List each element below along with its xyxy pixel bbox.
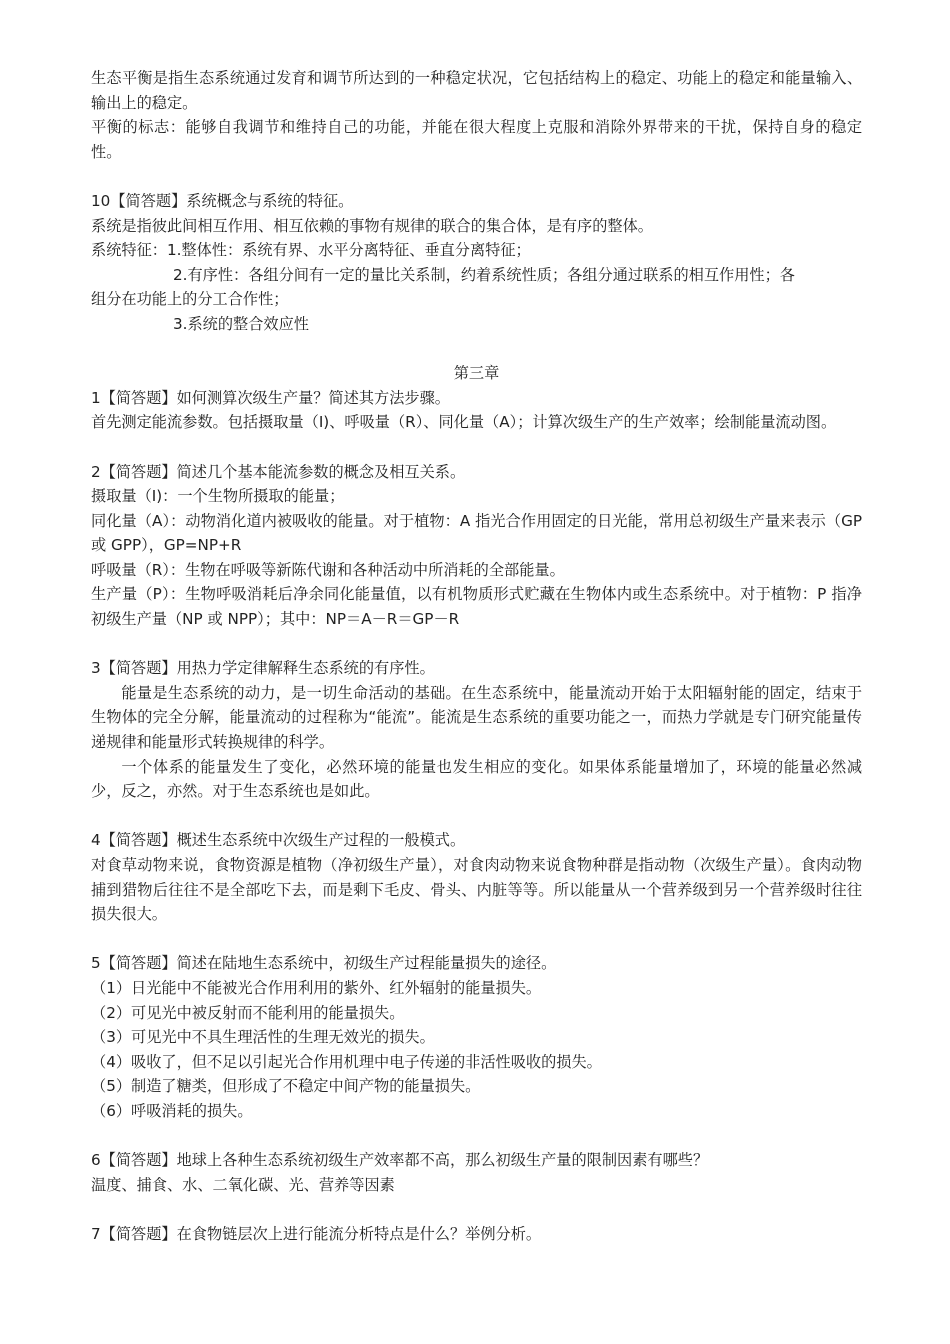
answer-10-feature-2-cont: 组分在功能上的分工合作性；	[91, 290, 289, 309]
answer-10-system-definition: 系统是指彼此间相互作用、相互依赖的事物有规律的联合的集合体，是有序的整体。	[91, 216, 653, 235]
answer-1: 首先测定能流参数。包括摄取量（I)、呼吸量（R）、同化量（A）；计算次级生产的生产效率；绘制能量流动图。	[91, 413, 837, 432]
blank-line	[91, 164, 862, 189]
blank-line	[91, 435, 862, 460]
answer-10-feature-2: 2.有序性：各组分间有一定的量比关系制，约着系统性质；各组分通过联系的相互作用性；各	[173, 265, 795, 284]
question-2-title: 2【简答题】简述几个基本能流参数的概念及相互关系。	[91, 462, 466, 481]
answer-2-assimilation: 同化量（A）：动物消化道内被吸收的能量。对于植物：A 指光合作用固定的日光能，常用总初级生产量来表示（GP 或 GPP），GP=NP+R	[91, 511, 862, 555]
question-7-title: 7【简答题】在食物链层次上进行能流分析特点是什么？举例分析。	[91, 1224, 542, 1243]
answer-5-item-1: （1）日光能中不能被光合作用利用的紫外、红外辐射的能量损失。	[91, 978, 542, 997]
answer-2-intake: 摄取量（I)：一个生物所摄取的能量；	[91, 487, 345, 506]
blank-line	[91, 1124, 862, 1149]
answer-4: 对食草动物来说，食物资源是植物（净初级生产量），对食肉动物来说食物种群是指动物（次级生产量）。食肉动物捕到猎物后往往不是全部吃下去，而是剩下毛皮、骨头、内脏等等。所以能量从一个营养级到另一个营养级时往往损失很大。	[91, 856, 862, 924]
blank-line	[91, 632, 862, 657]
answer-3-para-1: 能量是生态系统的动力，是一切生命活动的基础。在生态系统中，能量流动开始于太阳辐射能的固定，结束于生物体的完全分解，能量流动的过程称为“能流”。能流是生态系统的重要功能之一，而热力学就是专门研究能量传递规律和能量形式转换规律的科学。	[91, 683, 862, 752]
blank-line	[91, 804, 862, 829]
answer-5-item-5: （5）制造了糖类，但形成了不稳定中间产物的能量损失。	[91, 1077, 481, 1096]
question-10-title: 10【简答题】系统概念与系统的特征。	[91, 191, 354, 210]
answer-5-item-2: （2）可见光中被反射而不能利用的能量损失。	[91, 1003, 405, 1022]
blank-line	[91, 1197, 862, 1222]
paragraph-balance-sign: 平衡的标志：能够自我调节和维持自己的功能，并能在很大程度上克服和消除外界带来的干扰，保持自身的稳定性。	[91, 118, 862, 161]
answer-6: 温度、捕食、水、二氧化碳、光、营养等因素	[91, 1175, 395, 1194]
question-3-title: 3【简答题】用热力学定律解释生态系统的有序性。	[91, 659, 435, 678]
blank-line	[91, 337, 862, 362]
blank-line	[91, 927, 862, 952]
question-5-title: 5【简答题】简述在陆地生态系统中，初级生产过程能量损失的途径。	[91, 954, 557, 973]
answer-5-item-6: （6）呼吸消耗的损失。	[91, 1101, 253, 1120]
answer-10-feature-1: 系统特征：1.整体性：系统有界、水平分离特征、垂直分离特征；	[91, 241, 531, 260]
chapter-heading: 第三章	[453, 364, 500, 383]
answer-2-respiration: 呼吸量（R）：生物在呼吸等新陈代谢和各种活动中所消耗的全部能量。	[91, 560, 565, 579]
question-6-title: 6【简答题】地球上各种生态系统初级生产效率都不高，那么初级生产量的限制因素有哪些？	[91, 1151, 709, 1170]
question-1-title: 1【简答题】如何测算次级生产量？简述其方法步骤。	[91, 388, 450, 407]
answer-5-item-3: （3）可见光中不具生理活性的生理无效光的损失。	[91, 1028, 435, 1047]
answer-10-feature-3: 3.系统的整合效应性	[173, 314, 309, 333]
answer-3-para-2: 一个体系的能量发生了变化，必然环境的能量也发生相应的变化。如果体系能量增加了，环境的能量必然减少，反之，亦然。对于生态系统也是如此。	[91, 757, 862, 801]
answer-5-item-4: （4）吸收了，但不足以引起光合作用机理中电子传递的非活性吸收的损失。	[91, 1052, 602, 1071]
paragraph-ecological-balance: 生态平衡是指生态系统通过发育和调节所达到的一种稳定状况，它包括结构上的稳定、功能上的稳定和能量输入、输出上的稳定。	[91, 69, 862, 112]
answer-2-production: 生产量（P）：生物呼吸消耗后净余同化能量值，以有机物质形式贮藏在生物体内或生态系统中。对于植物：P 指净初级生产量（NP 或 NPP）；其中：NP＝A－R＝GP－R	[91, 585, 862, 629]
question-4-title: 4【简答题】概述生态系统中次级生产过程的一般模式。	[91, 831, 466, 850]
